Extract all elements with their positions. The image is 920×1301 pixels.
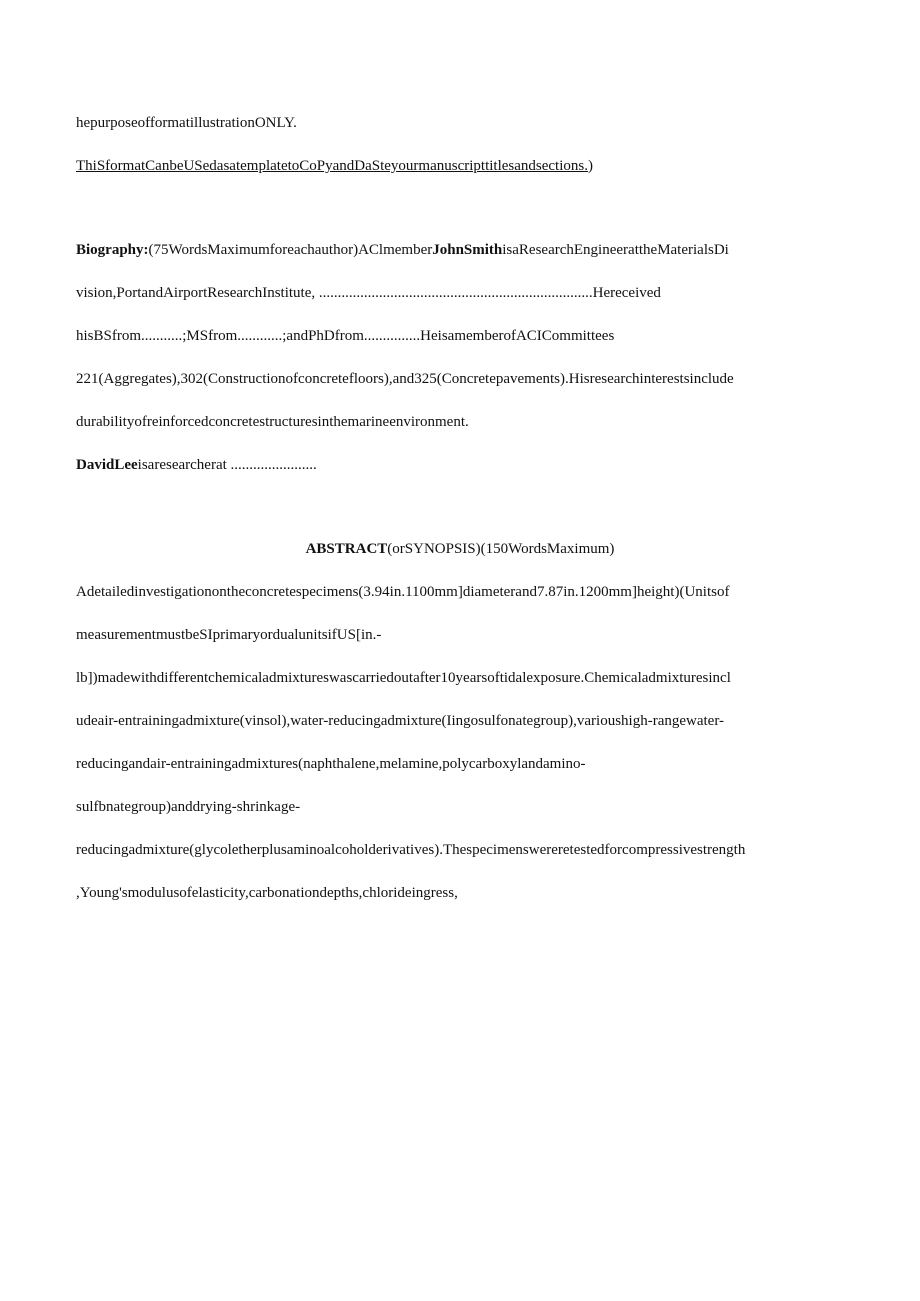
- biography-line-6: [76, 458, 317, 473]
- biography-line-1: [76, 243, 729, 258]
- abstract-heading-rest: (orSYNOPSIS)(150WordsMaximum): [387, 541, 615, 557]
- biography-text-1: (75WordsMaximumforeachauthor)AClmember: [148, 242, 433, 258]
- abstract-line-5: reducingandair-entrainingadmixtures(naphthalene,melamine,polycarboxylandamino-: [76, 756, 586, 772]
- biography-text-2: isaresearcherat .......................: [137, 457, 317, 473]
- biography-line-3: hisBSfrom...........;MSfrom............;andPhDfrom...............HeisamemberofACICommittees: [76, 328, 615, 344]
- author-name-1: JohnSmith: [432, 242, 503, 258]
- intro-line-2: [76, 159, 593, 174]
- biography-line-4: 221(Aggregates),302(Constructionofconcretefloors),and325(Concretepavements).Hisresearchinterestsinclude: [76, 371, 734, 387]
- biography-text-1b: isaResearchEngineerattheMaterialsDi: [502, 242, 729, 258]
- biography-line-5: durabilityofreinforcedconcretestructuresinthemarineenvironment.: [76, 414, 469, 430]
- abstract-line-4: udeair-entrainingadmixture(vinsol),water-reducingadmixture(Iingosulfonategroup),varioushigh-rangewater-: [76, 713, 725, 729]
- template-note-tail: ): [587, 158, 593, 174]
- abstract-line-1: Adetailedinvestigationontheconcretespecimens(3.94in.1100mm]diameterand7.87in.1200mm]height)(Unitsof: [76, 584, 730, 600]
- abstract-line-3: lb])madewithdifferentchemicaladmixtureswascarriedoutafter10yearsoftidalexposure.Chemicaladmixturesincl: [76, 670, 731, 686]
- biography-line-2: vision,PortandAirportResearchInstitute, .........................................................................Hereceived: [76, 285, 661, 301]
- abstract-line-8: ,Young'smodulusofelasticity,carbonationdepths,chlorideingress,: [76, 885, 458, 901]
- biography-label: Biography:: [76, 242, 149, 258]
- template-note-underlined: ThiSformatCanbeUSedasatemplatetoCoPyandDaSteyourmanuscripttitlesandsections.: [76, 158, 588, 174]
- abstract-line-2: measurementmustbeSIprimaryordualunitsifUS[in.-: [76, 627, 382, 643]
- author-name-2: DavidLee: [76, 457, 138, 473]
- intro-line-1: hepurposeofformatillustrationONLY.: [76, 115, 297, 131]
- abstract-heading: [0, 542, 920, 557]
- abstract-line-7: reducingadmixture(glycoletherplusaminoalcoholderivatives).Thespecimenswereretestedforcompressivestrength: [76, 842, 746, 858]
- abstract-heading-bold: ABSTRACT: [305, 541, 388, 557]
- abstract-line-6: sulfbnategroup)anddrying-shrinkage-: [76, 799, 301, 815]
